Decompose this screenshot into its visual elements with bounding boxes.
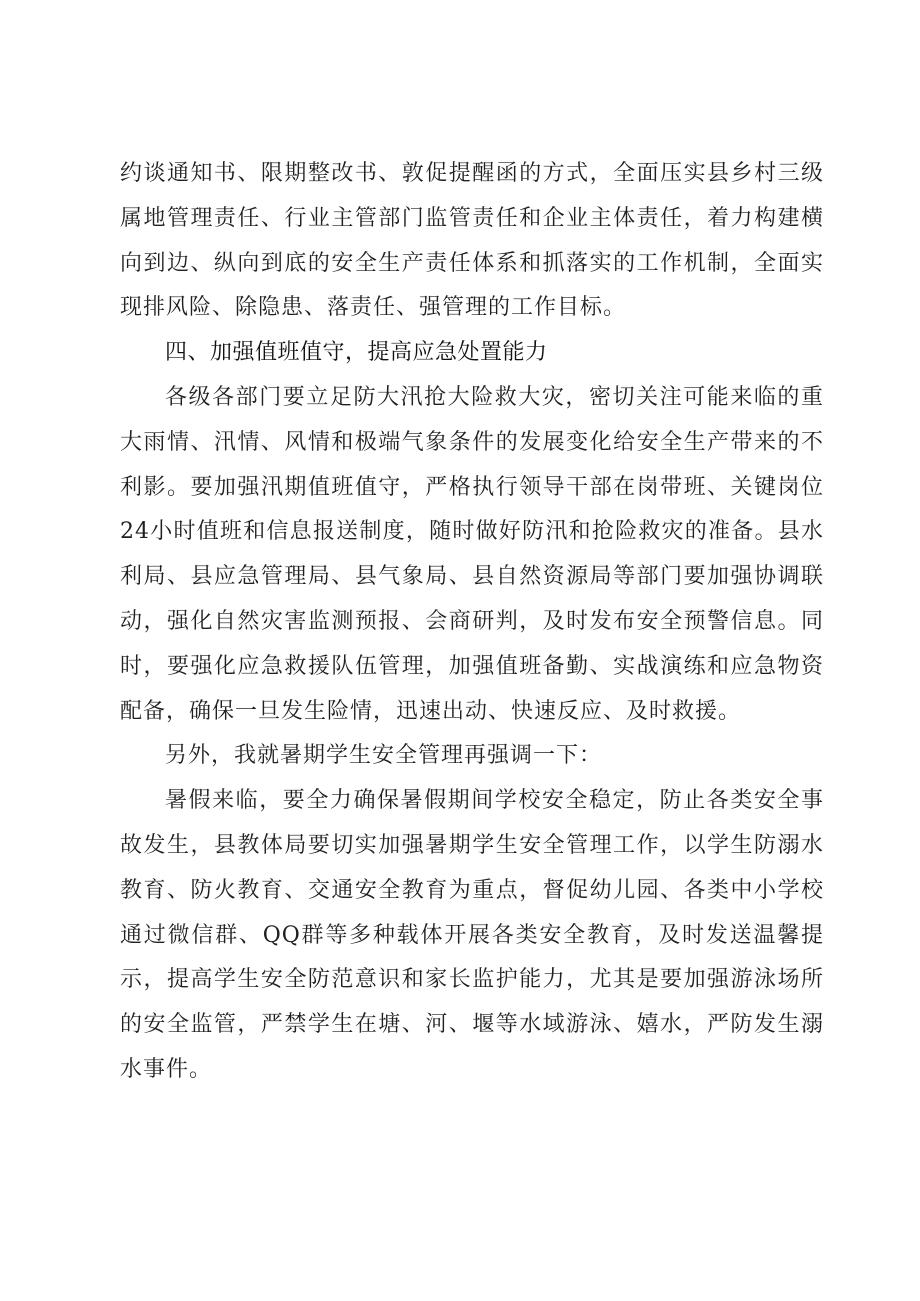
section-heading: 四、加强值班值守，提高应急处置能力 bbox=[165, 340, 548, 366]
body-paragraph-student-safety: 暑假来临，要全力确保暑假期间学校安全稳定，防止各类安全事故发生，县教体局要切实加强暑期学生安全管理工作，以学生防溺水教育、防火教育、交通安全教育为重点，督促幼儿园、各类中小学校通过微信群、QQ群等多种载体开展各类安全教育，及时发送温馨提示，提高学生安全防范意识和家长监护能力，尤其是要加强游泳场所的安全监管，严禁学生在塘、河、堰等水域游泳、嬉水，严防发生溺水事件。 bbox=[120, 788, 824, 1082]
document-page bbox=[120, 152, 824, 1093]
body-paragraph-duty: 各级各部门要立足防大汛抢大险救大灾，密切关注可能来临的重大雨情、汛情、风情和极端气象条件的发展变化给安全生产带来的不利影。要加强汛期值班值守，严格执行领导干部在岗带班、关键岗位24小时值班和信息报送制度，随时做好防汛和抢险救灾的准备。县水利局、县应急管理局、县气象局、县自然资源局等部门要加强协调联动，强化自然灾害监测预报、会商研判，及时发布安全预警信息。同时，要强化应急救援队伍管理，加强值班备勤、实战演练和应急物资配备，确保一旦发生险情，迅速出动、快速反应、及时救援。 bbox=[120, 384, 824, 724]
continuation-paragraph: 约谈通知书、限期整改书、敦促提醒函的方式，全面压实县乡村三级属地管理责任、行业主管部门监管责任和企业主体责任，着力构建横向到边、纵向到底的安全生产责任体系和抓落实的工作机制，全面实现排风险、除隐患、落责任、强管理的工作目标。 bbox=[120, 161, 824, 321]
body-paragraph-transition: 另外，我就暑期学生安全管理再强调一下： bbox=[165, 743, 603, 769]
